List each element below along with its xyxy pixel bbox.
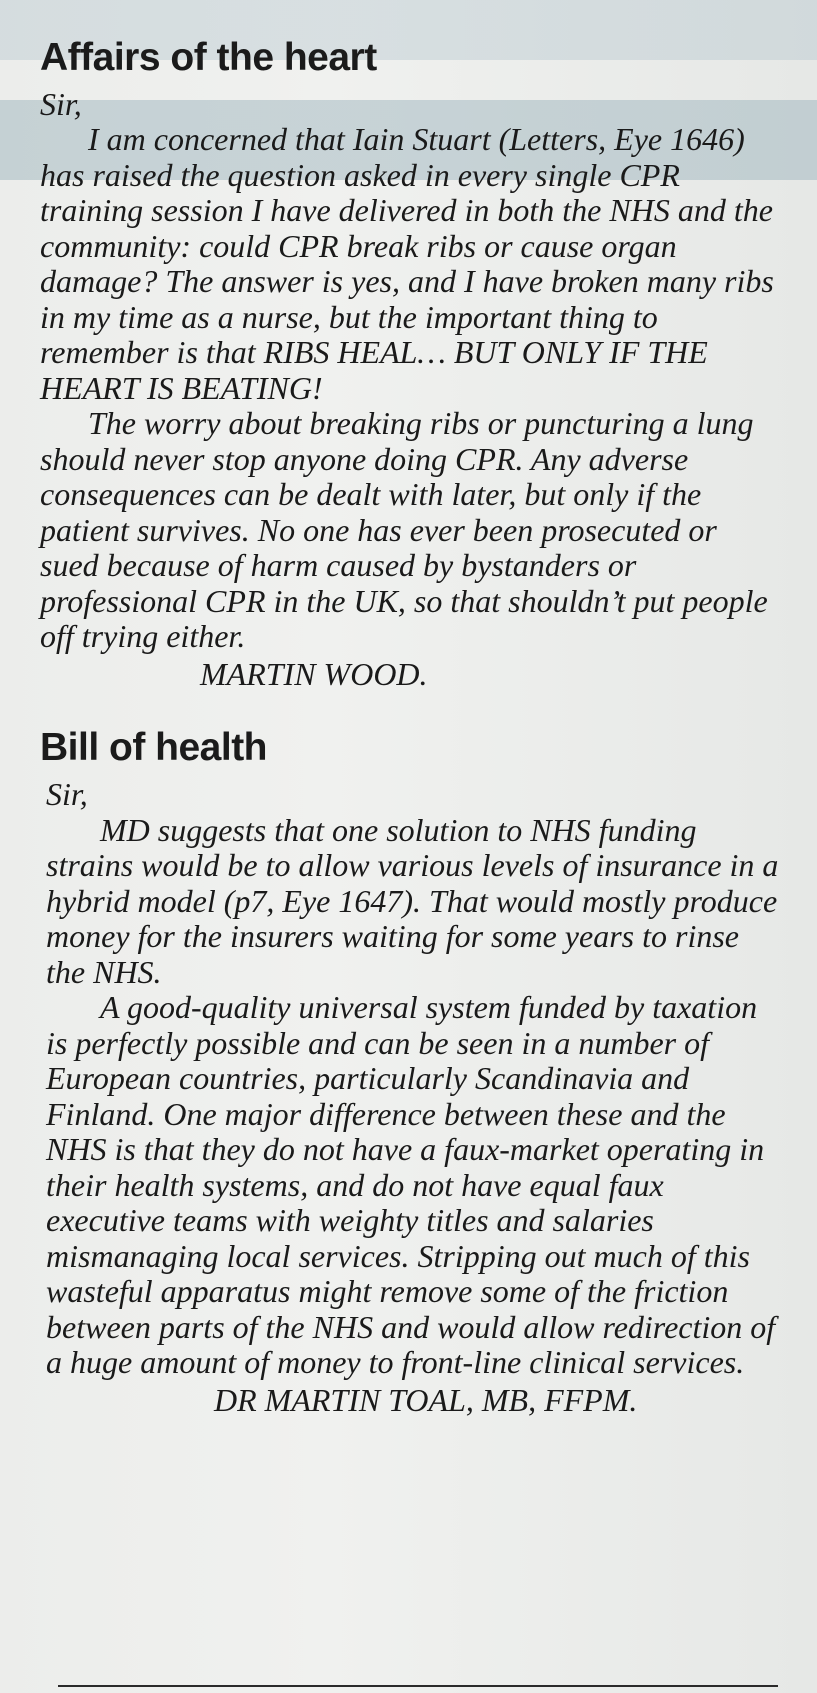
letter-salutation: Sir, [40,85,82,122]
letter-paragraph: MD suggests that one solution to NHS funding strains would be to allow various levels of insurance in a hybrid model (p7, Eye 1647). That would mostly produce money for the insurers waiting for some years to rinse the NHS. [46,811,779,990]
letter-heading: Affairs of the heart [40,36,377,79]
letter-salutation: Sir, [46,776,88,813]
letter-signature: MARTIN WOOD. [200,655,428,692]
letter-signature: DR MARTIN TOAL, MB, FFPM. [214,1381,638,1418]
letter-paragraph: A good-quality universal system funded by taxation is perfectly possible and can be seen in a number of European countries, particularly Scandinavia and Finland. One major difference between these and the NHS is that they do not have a faux-market operating in their health systems, and do not have equal faux executive teams with weighty titles and salaries mismanaging local services. Stripping out much of this wasteful apparatus might remove some of the friction between parts of the NHS and would allow redirection of a huge amount of money to front-line clinical services. [46,989,776,1381]
letter-paragraph: The worry about breaking ribs or puncturing a lung should never stop anyone doing CPR. Any adverse consequences can be dealt with later, but only if the patient survives. No one has ever been prosecuted or sued because of harm caused by bystanders or professional CPR in the UK, so that shouldn’t put people off trying either. [40,405,768,655]
letter-bill-of-health [40,726,780,1418]
letter-affairs-of-the-heart [40,36,780,692]
letters-column [40,36,780,1418]
letter-paragraph: I am concerned that Iain Stuart (Letters, Eye 1646) has raised the question asked in every single CPR training session I have delivered in both the NHS and the community: could CPR break ribs or cause organ damage? The answer is yes, and I have broken many ribs in my time as a nurse, but the important thing to remember is that RIBS HEAL… BUT ONLY IF THE HEART IS BEATING! [40,121,774,406]
letter-heading: Bill of health [40,726,267,770]
column-divider-rule [58,1685,778,1687]
